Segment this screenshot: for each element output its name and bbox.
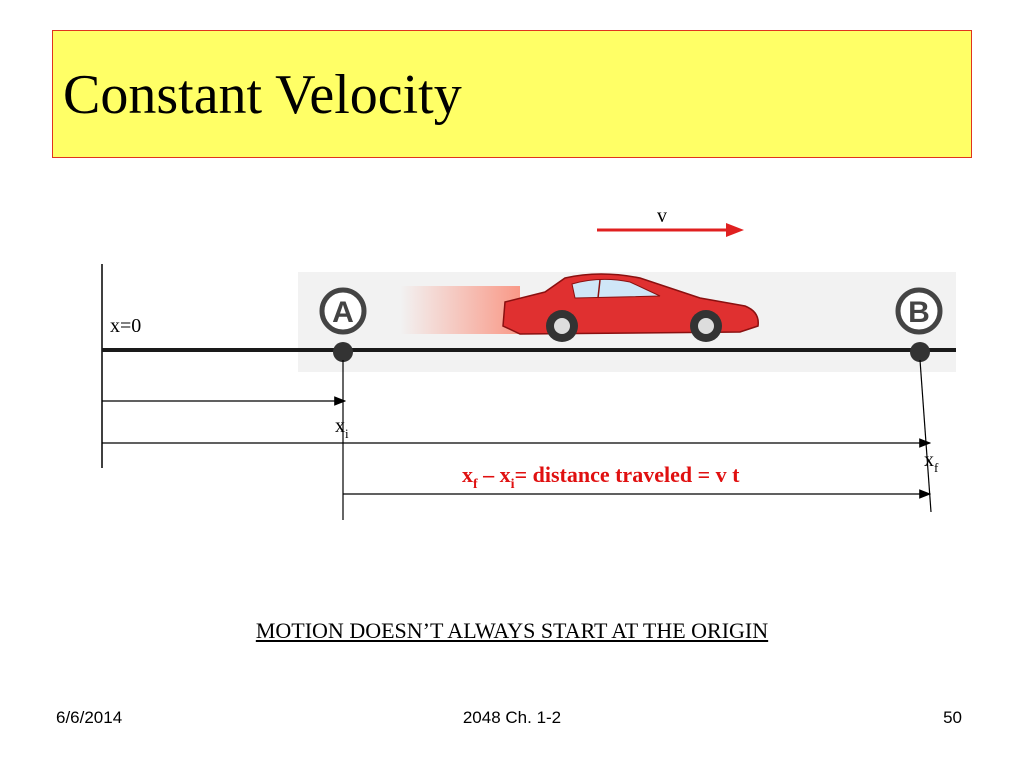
point-a-label: A [332, 296, 354, 329]
point-b-label: B [908, 296, 930, 329]
motion-blur [400, 286, 520, 334]
footer-page-number: 50 [943, 708, 962, 727]
footer-date: 6/6/2014 [56, 708, 123, 727]
slide-caption: MOTION DOESN’T ALWAYS START AT THE ORIGIN [255, 618, 769, 643]
footer-course: 2048 Ch. 1-2 [462, 708, 562, 727]
position-dot-a [333, 342, 353, 362]
xi-label: $x_i$ [335, 415, 349, 441]
xf-label: $x_f$ [924, 449, 939, 475]
point-a-badge [322, 290, 364, 332]
velocity-label: v [657, 205, 667, 227]
point-b-badge [898, 290, 940, 332]
distance-equation: $x_f - x_i=$ distance traveled = v t [462, 462, 740, 492]
xf-guide-line [920, 360, 931, 512]
position-dot-b [910, 342, 930, 362]
slide-title: Constant Velocity [63, 64, 462, 126]
velocity-arrow [597, 223, 744, 237]
origin-label: x=0 [110, 315, 142, 337]
